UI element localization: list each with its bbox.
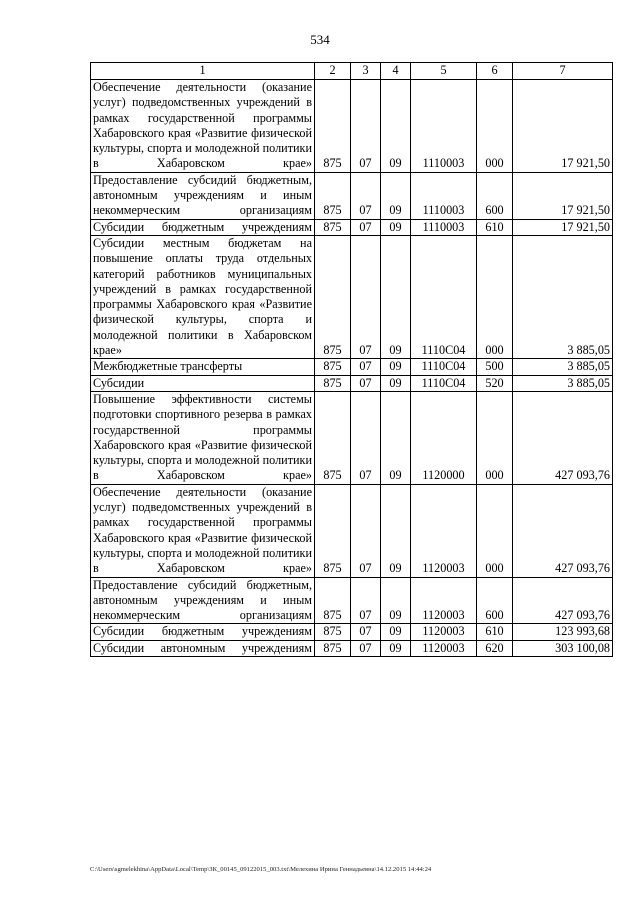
cell-admin-code: 875 — [315, 375, 351, 391]
cell-section: 07 — [351, 640, 381, 656]
cell-section: 07 — [351, 359, 381, 375]
cell-admin-code: 875 — [315, 80, 351, 173]
cell-target-article: 1120000 — [411, 391, 477, 484]
cell-amount: 427 093,76 — [513, 577, 613, 624]
cell-expense-type: 000 — [477, 235, 513, 358]
cell-amount: 3 885,05 — [513, 235, 613, 358]
budget-table — [90, 62, 613, 657]
header-row — [91, 63, 613, 80]
cell-subsection: 09 — [381, 624, 411, 640]
column-header: 3 — [351, 63, 381, 80]
table-row — [91, 359, 613, 375]
row-description: Предоставление субсидий бюджетным, автономным учреждениям и иным некоммерческим организациям — [91, 577, 315, 624]
cell-section: 07 — [351, 624, 381, 640]
row-description: Предоставление субсидий бюджетным, автономным учреждениям и иным некоммерческим организациям — [91, 172, 315, 219]
cell-admin-code: 875 — [315, 235, 351, 358]
column-header: 6 — [477, 63, 513, 80]
cell-target-article: 1110С04 — [411, 235, 477, 358]
cell-expense-type: 600 — [477, 577, 513, 624]
cell-target-article: 1110003 — [411, 80, 477, 173]
cell-target-article: 1110С04 — [411, 359, 477, 375]
cell-target-article: 1120003 — [411, 624, 477, 640]
cell-subsection: 09 — [381, 172, 411, 219]
cell-subsection: 09 — [381, 235, 411, 358]
cell-expense-type: 000 — [477, 484, 513, 577]
row-description: Обеспечение деятельности (оказание услуг) подведомственных учреждений в рамках государственной программы Хабаровского края «Развитие физической культуры, спорта и молодежной политики в Хабаровском крае» — [91, 484, 315, 577]
cell-amount: 3 885,05 — [513, 359, 613, 375]
cell-target-article: 1120003 — [411, 484, 477, 577]
cell-expense-type: 000 — [477, 391, 513, 484]
cell-section: 07 — [351, 80, 381, 173]
cell-section: 07 — [351, 235, 381, 358]
cell-subsection: 09 — [381, 484, 411, 577]
cell-subsection: 09 — [381, 640, 411, 656]
table-row — [91, 577, 613, 624]
table-row — [91, 235, 613, 358]
cell-amount: 17 921,50 — [513, 80, 613, 173]
column-header: 7 — [513, 63, 613, 80]
cell-amount: 17 921,50 — [513, 172, 613, 219]
cell-admin-code: 875 — [315, 391, 351, 484]
file-path-footer: C:\Users\sgmelekhina\AppData\Local\Temp\ЗК_00145_09122015_003.txt\Мелехина Ирина Геннадьевна\14.12.2015 14:44:24 — [90, 866, 432, 873]
cell-admin-code: 875 — [315, 359, 351, 375]
cell-subsection: 09 — [381, 219, 411, 235]
cell-admin-code: 875 — [315, 624, 351, 640]
row-description: Повышение эффективности системы подготовки спортивного резерва в рамках государственной программы Хабаровского края «Развитие физической культуры, спорта и молодежной политики в Хабаровском крае» — [91, 391, 315, 484]
cell-expense-type: 610 — [477, 624, 513, 640]
column-header: 2 — [315, 63, 351, 80]
row-description: Межбюджетные трансферты — [91, 359, 315, 375]
cell-amount: 427 093,76 — [513, 484, 613, 577]
cell-admin-code: 875 — [315, 484, 351, 577]
cell-subsection: 09 — [381, 359, 411, 375]
cell-target-article: 1120003 — [411, 577, 477, 624]
cell-amount: 427 093,76 — [513, 391, 613, 484]
cell-expense-type: 000 — [477, 80, 513, 173]
cell-target-article: 1110003 — [411, 219, 477, 235]
cell-section: 07 — [351, 391, 381, 484]
cell-expense-type: 620 — [477, 640, 513, 656]
cell-subsection: 09 — [381, 577, 411, 624]
cell-target-article: 1120003 — [411, 640, 477, 656]
cell-admin-code: 875 — [315, 219, 351, 235]
row-description: Субсидии автономным учреждениям — [91, 640, 315, 656]
table-row — [91, 391, 613, 484]
cell-subsection: 09 — [381, 375, 411, 391]
cell-expense-type: 500 — [477, 359, 513, 375]
cell-target-article: 1110003 — [411, 172, 477, 219]
cell-section: 07 — [351, 577, 381, 624]
cell-section: 07 — [351, 484, 381, 577]
cell-section: 07 — [351, 172, 381, 219]
row-description: Субсидии бюджетным учреждениям — [91, 624, 315, 640]
row-description: Субсидии местным бюджетам на повышение оплаты труда отдельных категорий работников муниципальных учреждений в рамках государственной программы Хабаровского края «Развитие физической культуры, спорта и молодежной политики в Хабаровском крае» — [91, 235, 315, 358]
cell-expense-type: 610 — [477, 219, 513, 235]
table-row — [91, 375, 613, 391]
page-number: 534 — [310, 32, 330, 47]
cell-admin-code: 875 — [315, 577, 351, 624]
table-row — [91, 624, 613, 640]
cell-amount: 17 921,50 — [513, 219, 613, 235]
table-row — [91, 80, 613, 173]
cell-expense-type: 600 — [477, 172, 513, 219]
cell-subsection: 09 — [381, 391, 411, 484]
cell-amount: 3 885,05 — [513, 375, 613, 391]
cell-subsection: 09 — [381, 80, 411, 173]
row-description: Субсидии — [91, 375, 315, 391]
cell-target-article: 1110С04 — [411, 375, 477, 391]
table-row — [91, 484, 613, 577]
row-description: Субсидии бюджетным учреждениям — [91, 219, 315, 235]
cell-section: 07 — [351, 219, 381, 235]
column-header: 4 — [381, 63, 411, 80]
table-row — [91, 640, 613, 656]
table-row — [91, 219, 613, 235]
cell-amount: 123 993,68 — [513, 624, 613, 640]
column-header: 1 — [91, 63, 315, 80]
cell-admin-code: 875 — [315, 640, 351, 656]
cell-amount: 303 100,08 — [513, 640, 613, 656]
row-description: Обеспечение деятельности (оказание услуг) подведомственных учреждений в рамках государственной программы Хабаровского края «Развитие физической культуры, спорта и молодежной политики в Хабаровском крае» — [91, 80, 315, 173]
cell-expense-type: 520 — [477, 375, 513, 391]
cell-admin-code: 875 — [315, 172, 351, 219]
cell-section: 07 — [351, 375, 381, 391]
table-row — [91, 172, 613, 219]
column-header: 5 — [411, 63, 477, 80]
